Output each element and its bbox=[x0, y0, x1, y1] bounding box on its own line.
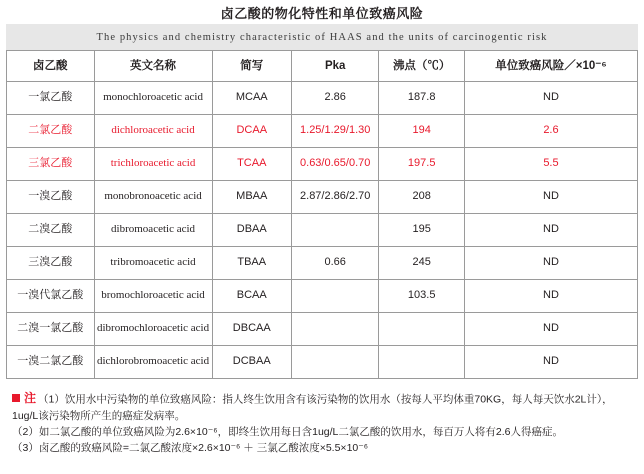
cell-pka: 2.86 bbox=[291, 82, 379, 115]
cell-risk: ND bbox=[464, 313, 637, 346]
cell-cn: 一氯乙酸 bbox=[7, 82, 95, 115]
cell-pka: 0.63/0.65/0.70 bbox=[291, 148, 379, 181]
cell-risk: ND bbox=[464, 280, 637, 313]
cell-en: dichloroacetic acid bbox=[94, 115, 212, 148]
table-row bbox=[7, 247, 638, 280]
cell-pka bbox=[291, 346, 379, 379]
cell-pka: 0.66 bbox=[291, 247, 379, 280]
cell-cn: 一溴乙酸 bbox=[7, 181, 95, 214]
cell-risk: 2.6 bbox=[464, 115, 637, 148]
cell-en: monobronoacetic acid bbox=[94, 181, 212, 214]
cell-bp: 103.5 bbox=[379, 280, 464, 313]
note-item-2: （2）如二氯乙酸的单位致癌风险为2.6×10⁻⁶，即终生饮用每日含1ug/L二氯乙酸的饮用水，每百万人将有2.6人得癌症。 bbox=[12, 425, 563, 438]
cell-en: tribromoacetic acid bbox=[94, 247, 212, 280]
cell-abbr: TCAA bbox=[212, 148, 291, 181]
notes-label-wrap bbox=[12, 389, 36, 408]
column-header-en: 英文名称 bbox=[94, 51, 212, 82]
cell-en: dichlorobromoacetic acid bbox=[94, 346, 212, 379]
table-row bbox=[7, 313, 638, 346]
cell-en: monochloroacetic acid bbox=[94, 82, 212, 115]
cell-cn: 三溴乙酸 bbox=[7, 247, 95, 280]
table-row bbox=[7, 280, 638, 313]
cell-bp bbox=[379, 346, 464, 379]
cell-risk: ND bbox=[464, 214, 637, 247]
table-row bbox=[7, 214, 638, 247]
column-header-risk: 单位致癌风险／×10⁻⁶ bbox=[464, 51, 637, 82]
cell-risk: 5.5 bbox=[464, 148, 637, 181]
cell-en: dibromochloroacetic acid bbox=[94, 313, 212, 346]
table-row bbox=[7, 148, 638, 181]
cell-bp: 245 bbox=[379, 247, 464, 280]
cell-abbr: BCAA bbox=[212, 280, 291, 313]
table-row bbox=[7, 181, 638, 214]
cell-risk: ND bbox=[464, 247, 637, 280]
cell-risk: ND bbox=[464, 346, 637, 379]
cell-bp: 195 bbox=[379, 214, 464, 247]
cell-pka bbox=[291, 313, 379, 346]
haas-properties-table bbox=[6, 50, 638, 379]
cell-risk: ND bbox=[464, 181, 637, 214]
cell-cn: 二溴乙酸 bbox=[7, 214, 95, 247]
cell-abbr: DCBAA bbox=[212, 346, 291, 379]
cell-pka: 1.25/1.29/1.30 bbox=[291, 115, 379, 148]
notes-section bbox=[12, 389, 634, 456]
cell-en: trichloroacetic acid bbox=[94, 148, 212, 181]
cell-bp bbox=[379, 313, 464, 346]
cell-abbr: MBAA bbox=[212, 181, 291, 214]
table-row bbox=[7, 346, 638, 379]
cell-cn: 一溴代氯乙酸 bbox=[7, 280, 95, 313]
cell-abbr: MCAA bbox=[212, 82, 291, 115]
cell-risk: ND bbox=[464, 82, 637, 115]
note-item-1: （1）饮用水中污染物的单位致癌风险：指人终生饮用含有该污染物的饮用水（按每人平均体重70KG，每人每天饮水2L计），1ug/L该污染物所产生的癌症发病率。 bbox=[12, 393, 613, 422]
cell-cn: 一溴二氯乙酸 bbox=[7, 346, 95, 379]
cell-cn: 二氯乙酸 bbox=[7, 115, 95, 148]
cell-bp: 194 bbox=[379, 115, 464, 148]
cell-en: bromochloroacetic acid bbox=[94, 280, 212, 313]
notes-label: 注 bbox=[24, 391, 37, 405]
page-title: 卤乙酸的物化特性和单位致癌风险 bbox=[0, 0, 644, 24]
column-header-boiling-point: 沸点（℃） bbox=[379, 51, 464, 82]
table-row bbox=[7, 115, 638, 148]
page-subtitle: The physics and chemistry characteristic of HAAS and the units of carcinogentic risk bbox=[6, 24, 638, 50]
cell-pka: 2.87/2.86/2.70 bbox=[291, 181, 379, 214]
table-header-row bbox=[7, 51, 638, 82]
cell-bp: 197.5 bbox=[379, 148, 464, 181]
cell-pka bbox=[291, 214, 379, 247]
column-header-abbr: 简写 bbox=[212, 51, 291, 82]
table-row bbox=[7, 82, 638, 115]
cell-pka bbox=[291, 280, 379, 313]
square-bullet-icon bbox=[12, 394, 20, 402]
cell-abbr: DCAA bbox=[212, 115, 291, 148]
cell-bp: 187.8 bbox=[379, 82, 464, 115]
cell-cn: 三氯乙酸 bbox=[7, 148, 95, 181]
cell-abbr: TBAA bbox=[212, 247, 291, 280]
column-header-cn: 卤乙酸 bbox=[7, 51, 95, 82]
cell-en: dibromoacetic acid bbox=[94, 214, 212, 247]
cell-bp: 208 bbox=[379, 181, 464, 214]
column-header-pka: Pka bbox=[291, 51, 379, 82]
cell-abbr: DBAA bbox=[212, 214, 291, 247]
note-item-3: （3）卤乙酸的致癌风险=二氯乙酸浓度×2.6×10⁻⁶ ＋ 三氯乙酸浓度×5.5×10⁻⁶ bbox=[12, 442, 369, 455]
cell-abbr: DBCAA bbox=[212, 313, 291, 346]
cell-cn: 二溴一氯乙酸 bbox=[7, 313, 95, 346]
